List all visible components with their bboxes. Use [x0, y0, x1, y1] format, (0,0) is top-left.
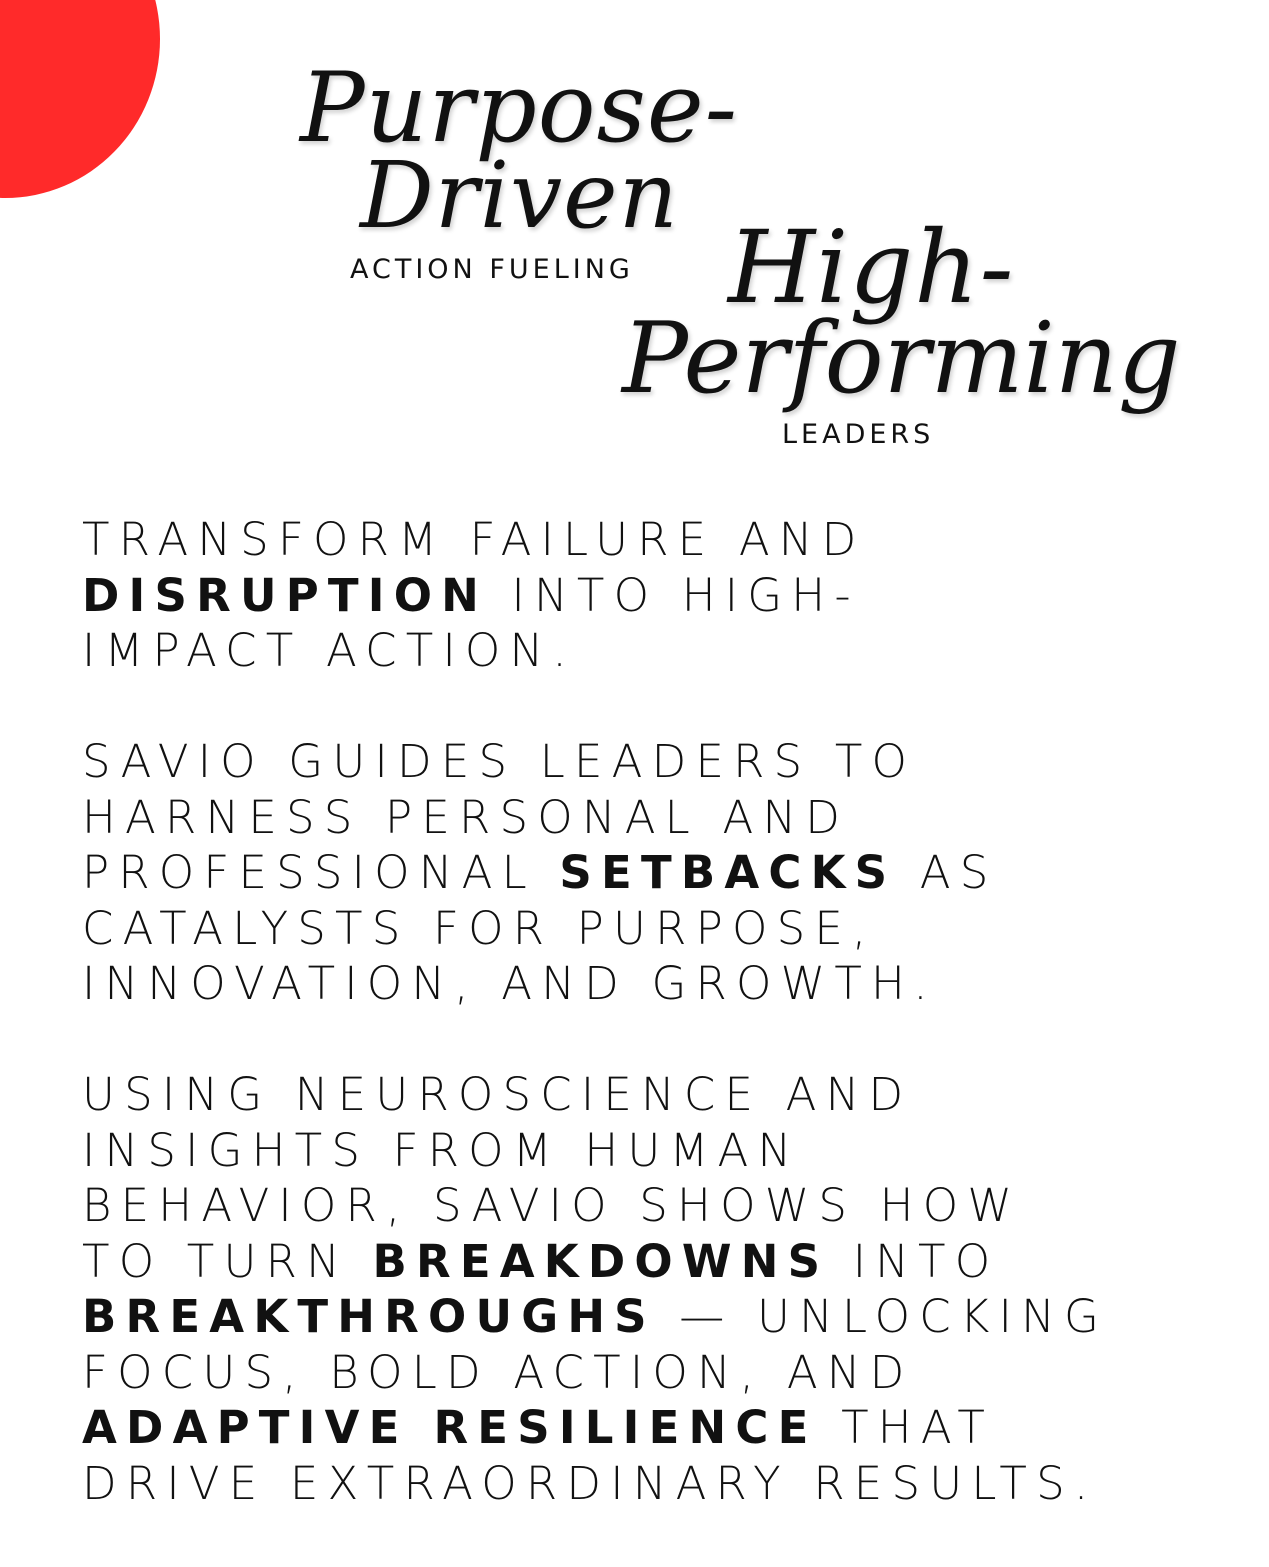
- title-script-performing: Performing: [622, 302, 1181, 416]
- text-line: HARNESS PERSONAL AND: [82, 790, 850, 844]
- text-line: INSIGHTS FROM HUMAN: [82, 1123, 801, 1177]
- title-script-high: High-: [728, 209, 1015, 326]
- title-script-purpose: Purpose-: [300, 52, 739, 164]
- text-line: TRANSFORM FAILURE AND: [82, 513, 866, 566]
- text-line: DRIVE EXTRAORDINARY RESULTS.: [82, 1456, 1098, 1510]
- text-line: USING NEUROSCIENCE AND: [82, 1068, 913, 1121]
- text-line: CATALYSTS FOR PURPOSE,: [82, 901, 876, 955]
- bold-term: ADAPTIVE RESILIENCE: [82, 1401, 818, 1454]
- text-line: INNOVATION, AND GROWTH.: [82, 957, 937, 1010]
- text-line: [82, 1234, 1262, 1290]
- title-caps-leaders: LEADERS: [782, 419, 935, 450]
- title-caps-action-fueling: ACTION FUELING: [350, 254, 634, 285]
- text-line: [82, 568, 1262, 624]
- bold-term: SETBACKS: [559, 846, 897, 899]
- text-line: FOCUS, BOLD ACTION, AND: [82, 1345, 914, 1399]
- text-fragment: INTO HIGH-: [488, 568, 860, 622]
- text-fragment: — UNLOCKING: [655, 1290, 1109, 1343]
- text-fragment: THAT: [817, 1401, 995, 1454]
- text-line: [82, 1400, 1262, 1456]
- text-fragment: INTO: [829, 1234, 1000, 1288]
- body-text: [82, 512, 1262, 1567]
- paragraph-neuroscience: [82, 1067, 1262, 1511]
- text-line: [82, 845, 1262, 901]
- bold-term: BREAKDOWNS: [372, 1234, 830, 1288]
- text-line: BEHAVIOR, SAVIO SHOWS HOW: [82, 1179, 1022, 1232]
- text-line: [82, 1289, 1262, 1345]
- red-circle-decoration: [0, 0, 160, 198]
- text-fragment: TO TURN: [82, 1234, 373, 1288]
- text-fragment: AS: [896, 846, 998, 899]
- bold-term: DISRUPTION: [82, 568, 489, 622]
- text-line: SAVIO GUIDES LEADERS TO: [82, 735, 917, 788]
- paragraph-transform: [82, 512, 1262, 679]
- paragraph-savio-guides: [82, 734, 1262, 1012]
- bold-term: BREAKTHROUGHS: [82, 1290, 656, 1343]
- text-line: IMPACT ACTION.: [82, 624, 576, 677]
- text-fragment: PROFESSIONAL: [82, 846, 560, 899]
- title-script-driven: Driven: [360, 142, 679, 249]
